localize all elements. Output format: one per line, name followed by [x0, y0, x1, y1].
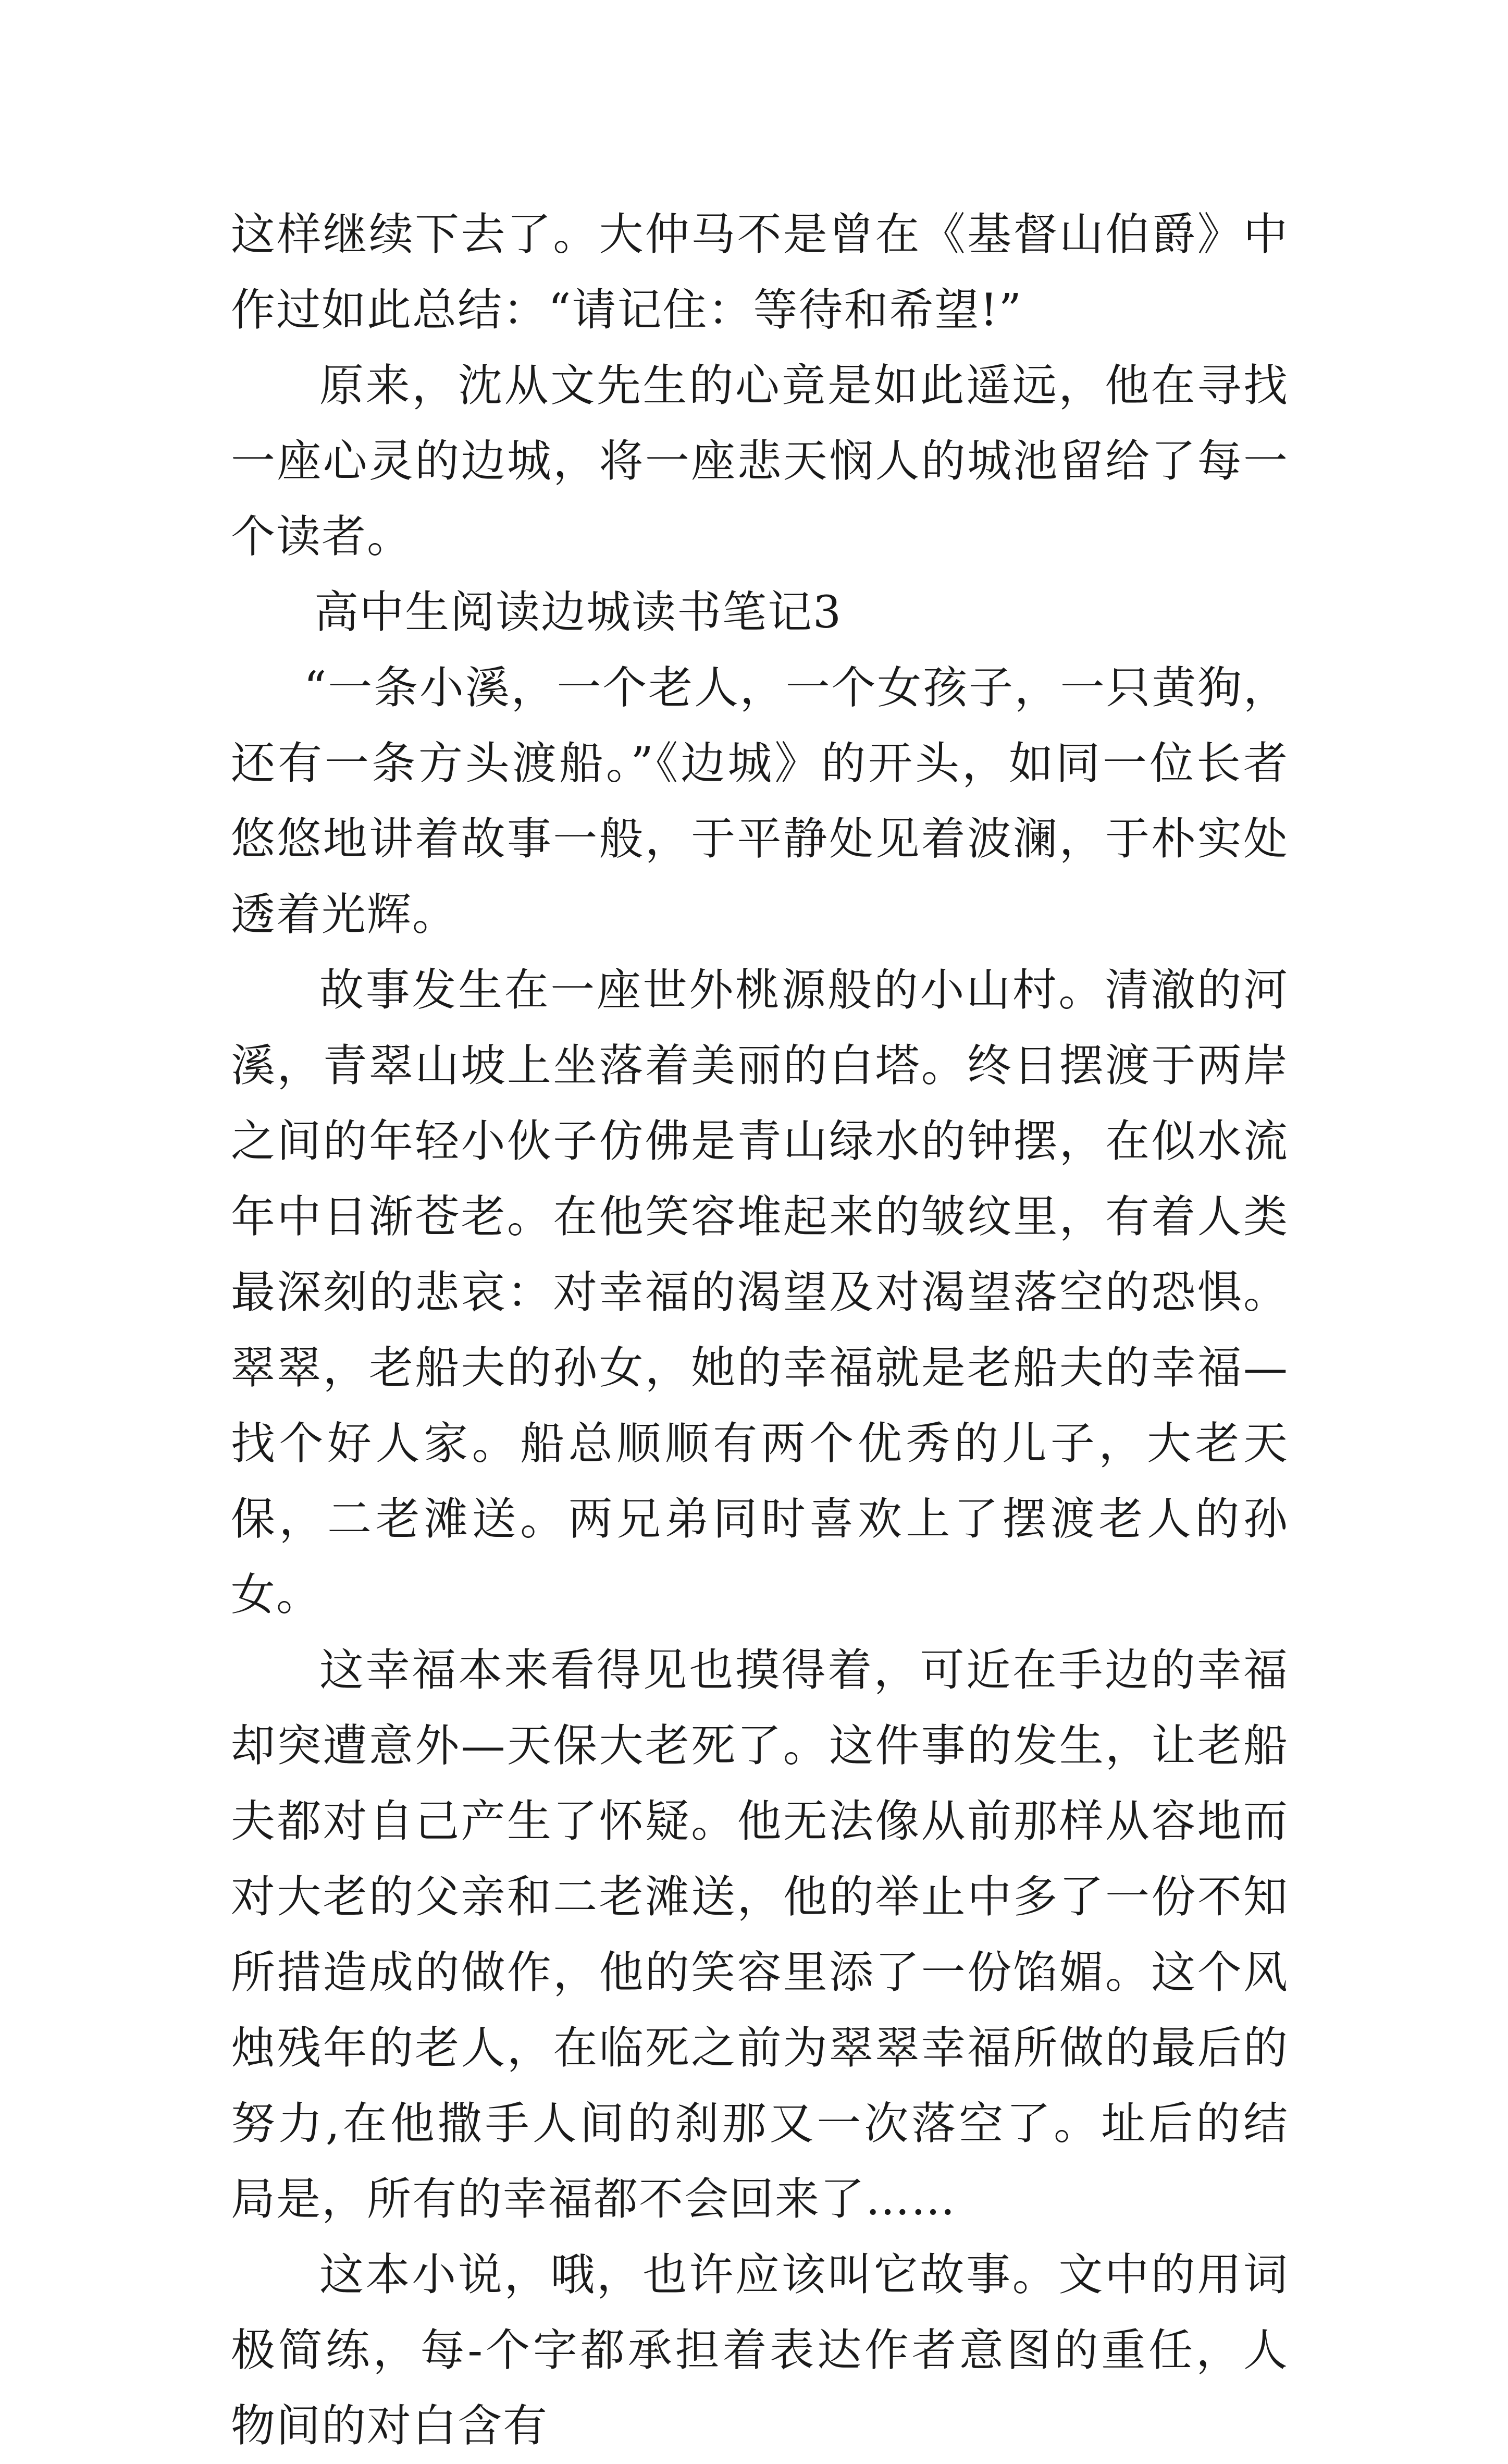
paragraph-story-setting: 故事发生在一座世外桃源般的小山村。清澈的河溪，青翠山坡上坐落着美丽的白塔。终日摆渡于两岸之间的年轻小伙子仿佛是青山绿水的钟摆，在似水流年中日渐苍老。在他笑容堆起来的皱纹里，有着人类最深刻的悲哀：对幸福的渴望及对渴望落空的恐惧。翠翠，老船夫的孙女，她的幸福就是老船夫的幸福—找个好人家。船总顺顺有两个优秀的儿子，大老天保，二老滩送。两兄弟同时喜欢上了摆渡老人的孙女。	[231, 965, 1289, 1621]
paragraph-continued: 这样继续下去了。大仲马不是曾在《基督山伯爵》中作过如此总结：“请记住：等待和希望!”	[231, 209, 1289, 336]
paragraph-style-commentary: 这本小说，哦，也许应该叫它故事。文中的用词极简练，每-个字都承担着表达作者意图的重任，人物间的对白含有	[231, 2249, 1289, 2452]
paragraph-turning-point: 这幸福本来看得见也摸得着，可近在手边的幸福却突遭意外—天保大老死了。这件事的发生，让老船夫都对自己产生了怀疑。他无法像从前那样从容地而对大老的父亲和二老滩送，他的举止中多了一份不知所措造成的做作，他的笑容里添了一份馅媚。这个风烛残年的老人，在临死之前为翠翠幸福所做的最后的努力,在他撒手人间的刹那又一次落空了。址后的结局是，所有的幸福都不会回来了……	[231, 1645, 1289, 2225]
paragraph-opening-quote: “一条小溪，一个老人，一个女孩子，一只黄狗，还有一条方头渡船。”《边城》的开头，如同一位长者悠悠地讲着故事一般，于平静处见着波澜，于朴实处透着光辉。	[231, 662, 1289, 941]
section-heading: 高中生阅读边城读书笔记3	[314, 587, 843, 638]
paragraph-conclusion: 原来，沈从文先生的心竟是如此遥远，他在寻找一座心灵的边城，将一座悲天悯人的城池留给了每一个读者。	[231, 360, 1289, 563]
document-body	[231, 197, 1289, 2464]
